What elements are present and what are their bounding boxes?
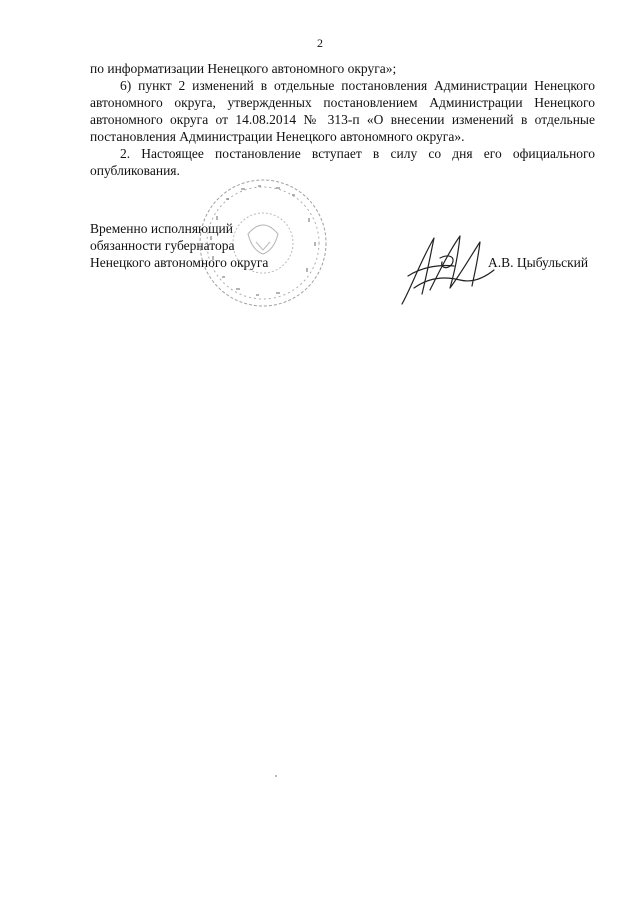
paragraph-effective-date: 2. Настоящее постановление вступает в силу со дня его официального опубликования. bbox=[90, 146, 595, 178]
signer-position bbox=[90, 220, 268, 271]
paragraph-item-6: 6) пункт 2 изменений в отдельные постановления Администрации Ненецкого автономного округа, утвержденных постановлением Администрации Ненецкого автономного округа от 14.08.2014 № 313-п «О внесении изменений в отдельные постановления Администрации Ненецкого автономного округа». bbox=[90, 78, 595, 144]
signer-position-line: обязанности губернатора bbox=[90, 238, 235, 253]
document-body bbox=[90, 60, 595, 179]
signer-position-line: Ненецкого автономного округа bbox=[90, 255, 269, 270]
signer-name: А.В. Цыбульский bbox=[488, 255, 589, 270]
signer-position-line: Временно исполняющий bbox=[90, 221, 233, 236]
handwritten-signature bbox=[394, 228, 498, 308]
paragraph-continuation: по информатизации Ненецкого автономного округа»; bbox=[90, 61, 397, 76]
scan-speck bbox=[275, 775, 277, 777]
page-number: 2 bbox=[317, 36, 323, 50]
